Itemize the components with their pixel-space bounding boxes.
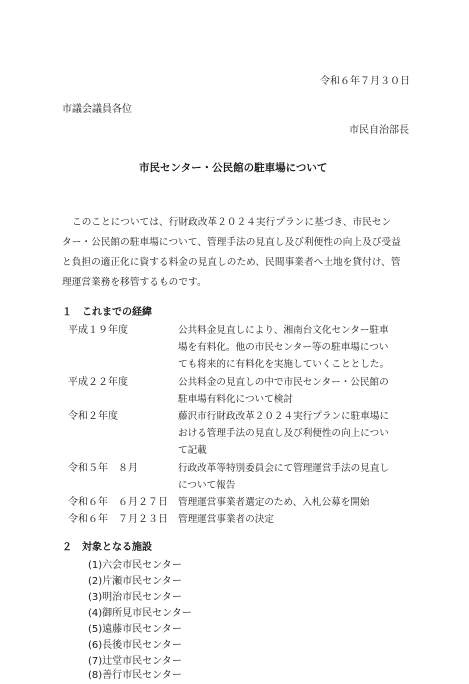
intro-line: 理運営業務を移管するものです。: [62, 277, 207, 288]
history-date: 令和６年 ７月２３日: [68, 514, 168, 525]
sender: 市民自治部長: [349, 125, 409, 136]
history-description: 藤沢市行財政改革２０２４実行プランに駐車場に おける管理手法の見直し及び利便性の向上につい て記載: [178, 411, 390, 456]
history-date: 令和２年度: [68, 411, 118, 422]
document-date: 令和６年７月３０日: [320, 76, 410, 87]
document-title: 市民センター・公民館の駐車場について: [139, 162, 328, 174]
facility-item: (7)辻堂市民センター: [88, 656, 182, 667]
history-description: 管理運営事業者の決定: [178, 514, 274, 525]
facility-item: (6)長後市民センター: [88, 640, 182, 651]
addressee: 市議会議員各位: [62, 104, 132, 115]
intro-line: ター・公民館の駐車場について、管理手法の見直し及び利便性の向上及び受益: [62, 237, 401, 248]
intro-line: と負担の適正化に資する料金の見直しのため、民間事業者へ土地を貸付け、管: [62, 257, 401, 268]
facility-item: (8)善行市民センター: [88, 670, 182, 681]
history-description: 管理運営事業者選定のため、入札公募を開始: [178, 497, 370, 508]
intro-paragraph: [62, 213, 422, 293]
history-date: 令和６年 ６月２７日: [68, 497, 168, 508]
history-date: 平成１９年度: [68, 325, 128, 336]
section1-heading: １ これまでの経緯: [62, 307, 152, 318]
history-description: 公共料金の見直しの中で市民センター・公民館の 駐車場有料化について検討: [178, 377, 389, 405]
section2-heading: ２ 対象となる施設: [62, 542, 152, 553]
facility-item: (2)片瀬市民センター: [88, 576, 182, 587]
facility-item: (1)六会市民センター: [88, 560, 182, 571]
facility-item: (4)御所見市民センター: [88, 608, 192, 619]
intro-line: このことについては、行財政改革２０２４実行プランに基づき、市民セン: [72, 217, 392, 228]
facility-item: (5)遠藤市民センター: [88, 624, 182, 635]
facility-item: (3)明治市民センター: [88, 592, 182, 603]
history-date: 令和５年 ８月: [68, 463, 138, 474]
history-description: 行政改革等特別委員会にて管理運営手法の見直し について報告: [178, 463, 390, 491]
history-description: 公共料金見直しにより、湘南台文化センター駐車 場を有料化。他の市民センター等の駐車場につい ても将来的に有料化を実施していくこととした。: [178, 325, 390, 370]
history-date: 平成２２年度: [68, 377, 128, 388]
